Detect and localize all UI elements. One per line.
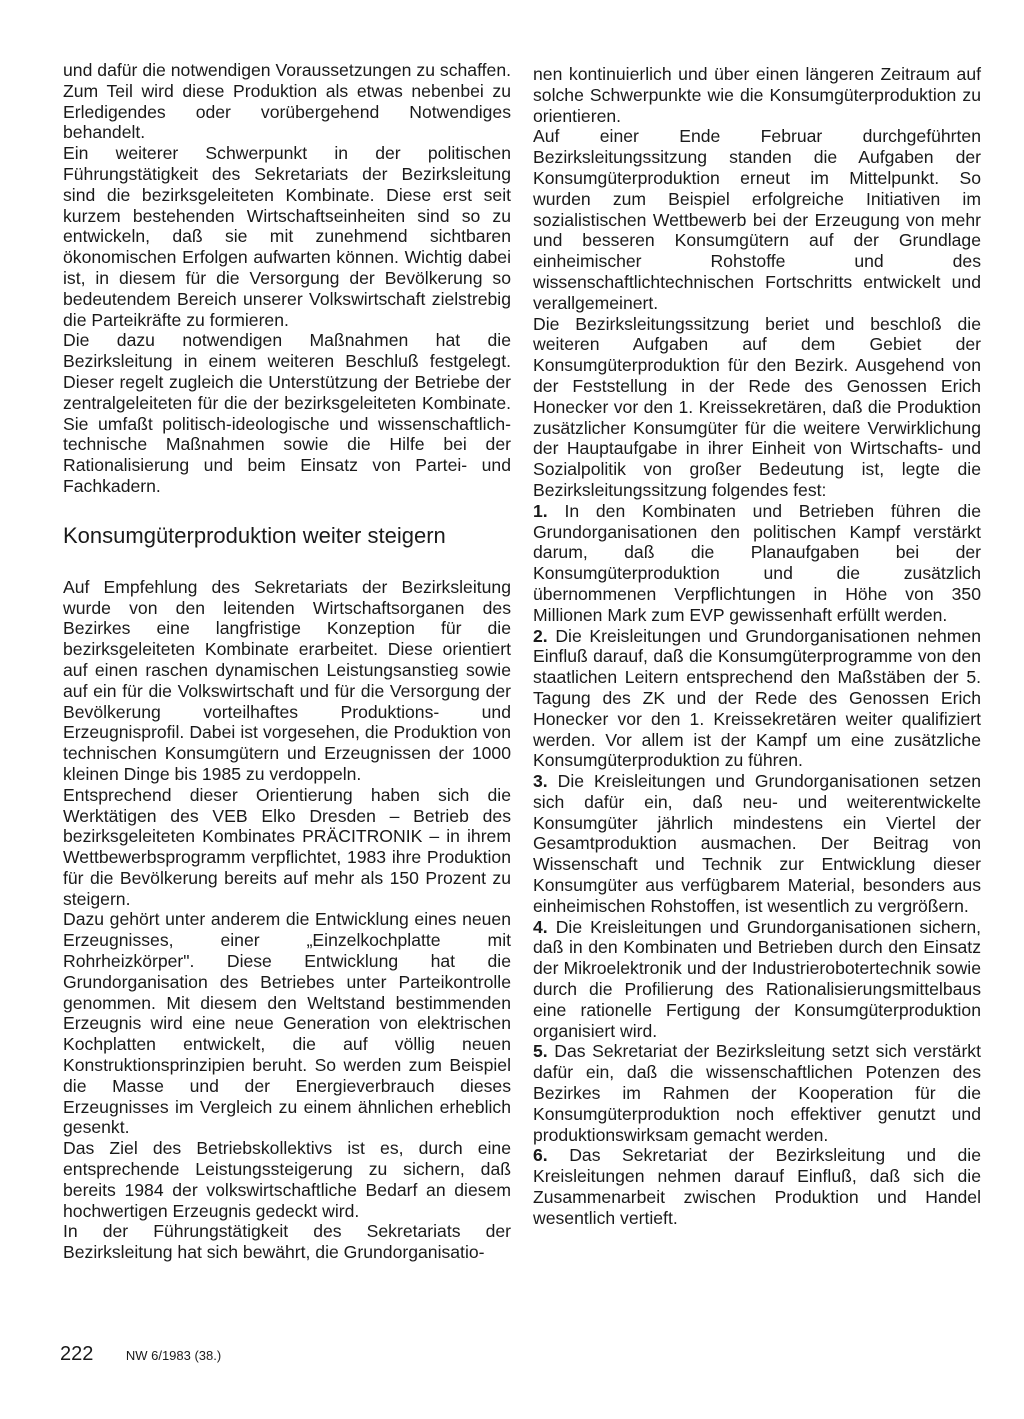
paragraph: Die Bezirksleitungssitzung beriet und beschloß die weiteren Aufgaben auf dem Gebiet der Konsumgüterproduktion für den Bezirk. Ausgehend von der Feststellung in der Rede des Genossen Erich Honecker vor den 1. Kreissekretären, daß die Produktion zusätzlicher Konsumgüter für die weitere Verwirklichung der Hauptaufgabe in ihrer Einheit von Wirtschafts- und Sozialpolitik von großer Bedeutung ist, legte die Bezirksleitungssitzung folgendes fest:: [533, 313, 981, 500]
left-column: [63, 60, 511, 1263]
page-number: 222: [60, 1343, 94, 1365]
list-item: [533, 501, 981, 626]
item-number: 3.: [533, 771, 548, 792]
item-text: Das Sekretariat der Bezirksleitung setzt sich verstärkt dafür ein, daß die wissenschaftlichen Potenzen des Bezirkes im Rahmen der Kooperation für die Konsumgüterproduktion noch effektiver genutzt und produktionswirksam gemacht werden.: [533, 1041, 981, 1145]
item-number: 1.: [533, 500, 548, 521]
item-text: Die Kreisleitungen und Grundorganisationen setzen sich dafür ein, daß neu- und weiterentwickelte Konsumgüter jährlich mindestens ein Viertel der Gesamtproduktion ausmachen. Der Beitrag von Wissenschaft und Technik zur Entwicklung dieser Konsumgüter aus verfügbarem Material, besonders aus einheimischen Rohstoffen, ist wesentlich zu vergrößern.: [533, 771, 981, 916]
item-number: 6.: [533, 1145, 548, 1166]
right-column: [533, 64, 981, 1229]
list-item: [533, 917, 981, 1042]
paragraph: Die dazu notwendigen Maßnahmen hat die Bezirksleitung in einem weiteren Beschluß festgelegt. Dieser regelt zugleich die Unterstützung der Betriebe der zentralgeleiteten für die der bezirksgeleiteten Kombinate. Sie umfaßt politisch-ideologische und wissenschaftlich-technische Maßnahmen sowie die Hilfe bei der Rationalisierung und beim Einsatz von Partei- und Fachkadern.: [63, 330, 511, 496]
list-item: [533, 1041, 981, 1145]
item-text: Das Sekretariat der Bezirksleitung und die Kreisleitungen nehmen darauf Einfluß, daß sich die Zusammenarbeit zwischen Produktion und Handel wesentlich vertieft.: [533, 1145, 981, 1228]
paragraph: Auf Empfehlung des Sekretariats der Bezirksleitung wurde von den leitenden Wirtschaftsorganen des Bezirkes eine langfristige Konzeption für die bezirksgeleiteten Kombinate erarbeitet. Diese orientiert auf einen raschen dynamischen Leistungsanstieg sowie auf ein für die Volkswirtschaft und für die Versorgung der Bevölkerung vorteilhaftes Produktions- und Erzeugnisprofil. Dabei ist vorgesehen, die Produktion von technischen Konsumgütern und Erzeugnissen der 1000 kleinen Dinge bis 1985 zu verdoppeln.: [63, 576, 511, 784]
item-text: In den Kombinaten und Betrieben führen die Grundorganisationen den politischen Kampf verstärkt darum, daß die Planaufgaben bei der Konsumgüterproduktion und die zusätzlich übernommenen Verpflichtungen in Höhe von 350 Millionen Mark zum EVP gewissenhaft erfüllt werden.: [533, 500, 981, 625]
paragraph: nen kontinuierlich und über einen längeren Zeitraum auf solche Schwerpunkte wie die Konsumgüterproduktion zu orientieren.: [533, 64, 981, 126]
paragraph: und dafür die notwendigen Voraussetzungen zu schaffen. Zum Teil wird diese Produktion als etwas nebenbei zu Erledigendes oder vorübergehend Notwendiges behandelt.: [63, 60, 511, 143]
list-item: [533, 1145, 981, 1228]
item-number: 2.: [533, 625, 548, 646]
item-text: Die Kreisleitungen und Grundorganisationen sichern, daß in den Kombinaten und Betrieben durch den Einsatz der Mikroelektronik und der Industrierobotertechnik sowie durch die Profilierung des Rationalisierungsmittelbaus eine rationelle Fertigung der Konsumgüterproduktion organisiert wird.: [533, 916, 982, 1041]
page-footer: [60, 1343, 221, 1366]
item-text: Die Kreisleitungen und Grundorganisationen nehmen Einfluß darauf, daß die Konsumgüterprogramme von den staatlichen Leitern entsprechend den Maßstäben der 5. Tagung des ZK und der Rede des Genossen Erich Honecker vor den 1. Kreissekretären weiter qualifiziert werden. Vor allem ist der Kampf um eine zusätzliche Konsumgüterproduktion zu führen.: [533, 625, 981, 771]
paragraph: Dazu gehört unter anderem die Entwicklung eines neuen Erzeugnisses, einer „Einzelkochplatte mit Rohrheizkörper". Diese Entwicklung hat die Grundorganisation des Betriebes unter Parteikontrolle genommen. Mit diesem den Weltstand bestimmenden Erzeugnis wird eine neue Generation von elektrischen Kochplatten entwickelt, die auf völlig neuen Konstruktionsprinzipien beruht. So werden zum Beispiel die Masse und der Energieverbrauch dieses Erzeugnisses im Vergleich zu einem ähnlichen erheblich gesenkt.: [63, 909, 511, 1138]
paragraph: In der Führungstätigkeit des Sekretariats der Bezirksleitung hat sich bewährt, die Grundorganisatio-: [63, 1221, 511, 1263]
item-number: 4.: [533, 916, 548, 937]
list-item: [533, 771, 981, 917]
paragraph: Entsprechend dieser Orientierung haben sich die Werktätigen des VEB Elko Dresden – Betrieb des bezirksgeleiteten Kombinates PRÄCITRONIK – in ihrem Wettbewerbsprogramm verpflichtet, 1983 ihre Produktion für die Bevölkerung bereits auf mehr als 150 Prozent zu steigern.: [63, 784, 511, 909]
issue-label: NW 6/1983 (38.): [125, 1348, 222, 1363]
list-item: [533, 626, 981, 772]
paragraph: Ein weiterer Schwerpunkt in der politischen Führungstätigkeit des Sekretariats der Bezirksleitung sind die bezirksgeleiteten Kombinate. Diese erst seit kurzem bestehenden Wirtschaftseinheiten sind so zu entwickeln, daß sie mit zunehmend sichtbaren ökonomischen Erfolgen aufwarten können. Wichtig dabei ist, in diesem für die Versorgung der Bevölkerung so bedeutendem Bereich unserer Volkswirtschaft zielstrebig die Parteikräfte zu formieren.: [63, 143, 511, 330]
section-heading: Konsumgüterproduktion weiter steigern: [63, 522, 446, 548]
paragraph: Das Ziel des Betriebskollektivs ist es, durch eine entsprechende Leistungssteigerung zu sichern, daß bereits 1984 der volkswirtschaftliche Bedarf an diesem hochwertigen Erzeugnis gedeckt wird.: [63, 1138, 511, 1221]
paragraph: Auf einer Ende Februar durchgeführten Bezirksleitungssitzung standen die Aufgaben der Konsumgüterproduktion erneut im Mittelpunkt. So wurden zum Beispiel erfolgreiche Initiativen im sozialistischen Wettbewerb bei der Erzeugung von mehr und besseren Konsumgütern auf der Grundlage einheimischer Rohstoffe und des wissenschaftlichtechnischen Fortschritts entwickelt und verallgemeinert.: [533, 126, 981, 313]
item-number: 5.: [533, 1041, 548, 1062]
